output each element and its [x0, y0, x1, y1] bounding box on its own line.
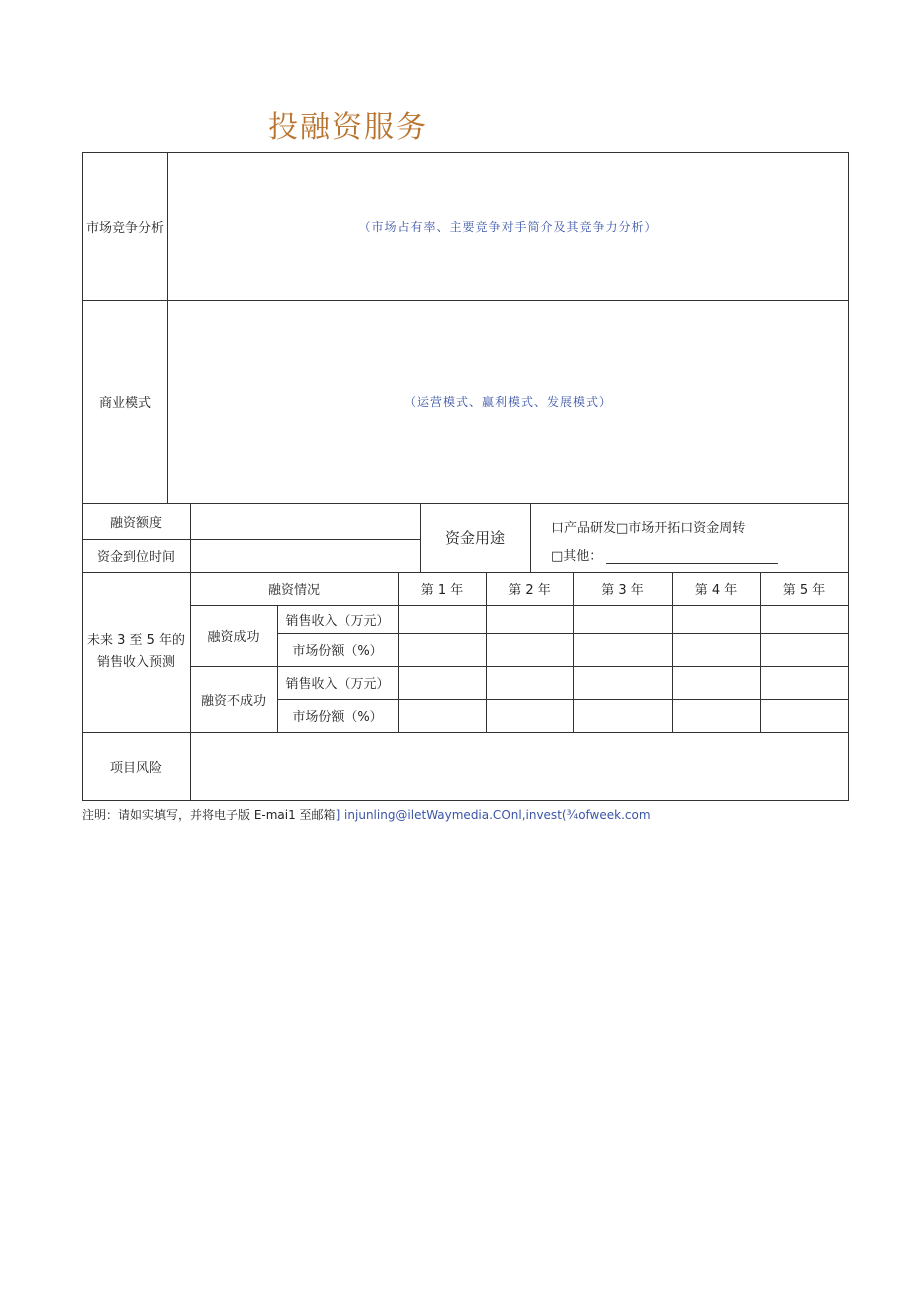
fund-usage-other-label: □其他：	[551, 549, 603, 564]
financing-amount-label: 融资额度	[109, 515, 162, 531]
business-model-label: 商业模式	[98, 396, 151, 411]
funding-time-label: 资金到位时间	[96, 550, 175, 565]
year-4-header: 第 4 年	[694, 583, 738, 598]
page-title: 投融资服务	[268, 110, 428, 145]
financing-status-header: 融资情况	[267, 583, 320, 598]
success-share-label: 市场份额（%）	[292, 644, 383, 659]
business-model-input[interactable]: （运营模式、赢利模式、发展模式）	[403, 395, 612, 409]
success-sales-label: 销售收入（万元）	[285, 613, 390, 629]
funding-time-input[interactable]	[191, 539, 420, 572]
email-link[interactable]: ] injunling@iletWaymedia.COnl,invest(¾ofweek.com	[335, 808, 651, 822]
year-5-header: 第 5 年	[782, 583, 826, 598]
footer-note	[82, 806, 651, 823]
failure-share-label: 市场份额（%）	[292, 710, 383, 725]
project-risk-label: 项目风险	[109, 760, 162, 776]
sales-forecast-label: 未来 3 至 5 年的销售收入预测	[86, 633, 186, 670]
market-competition-label: 市场竞争分析	[85, 220, 164, 236]
project-risk-input[interactable]	[191, 732, 848, 800]
footer-note-text: 注明：请如实填写，并将电子版 E-mai1 至邮箱	[82, 808, 336, 822]
fund-usage-other[interactable]	[551, 545, 778, 564]
financing-amount-input[interactable]	[191, 503, 420, 539]
financing-failure-label: 融资不成功	[200, 693, 266, 709]
financing-success-label: 融资成功	[207, 630, 260, 645]
forecast-input-grid[interactable]	[398, 605, 848, 732]
fund-usage-options[interactable]: 口产品研发□市场开拓口资金周转	[551, 521, 746, 536]
fund-usage-label: 资金用途	[444, 529, 505, 547]
fund-usage-other-line	[606, 551, 778, 564]
year-2-header: 第 2 年	[508, 583, 551, 598]
failure-sales-label: 销售收入（万元）	[285, 677, 390, 692]
year-1-header: 第 1 年	[420, 583, 464, 598]
year-3-header: 第 3 年	[601, 583, 644, 598]
market-competition-input[interactable]: （市场占有率、主要竞争对手简介及其竞争力分析）	[358, 219, 658, 234]
